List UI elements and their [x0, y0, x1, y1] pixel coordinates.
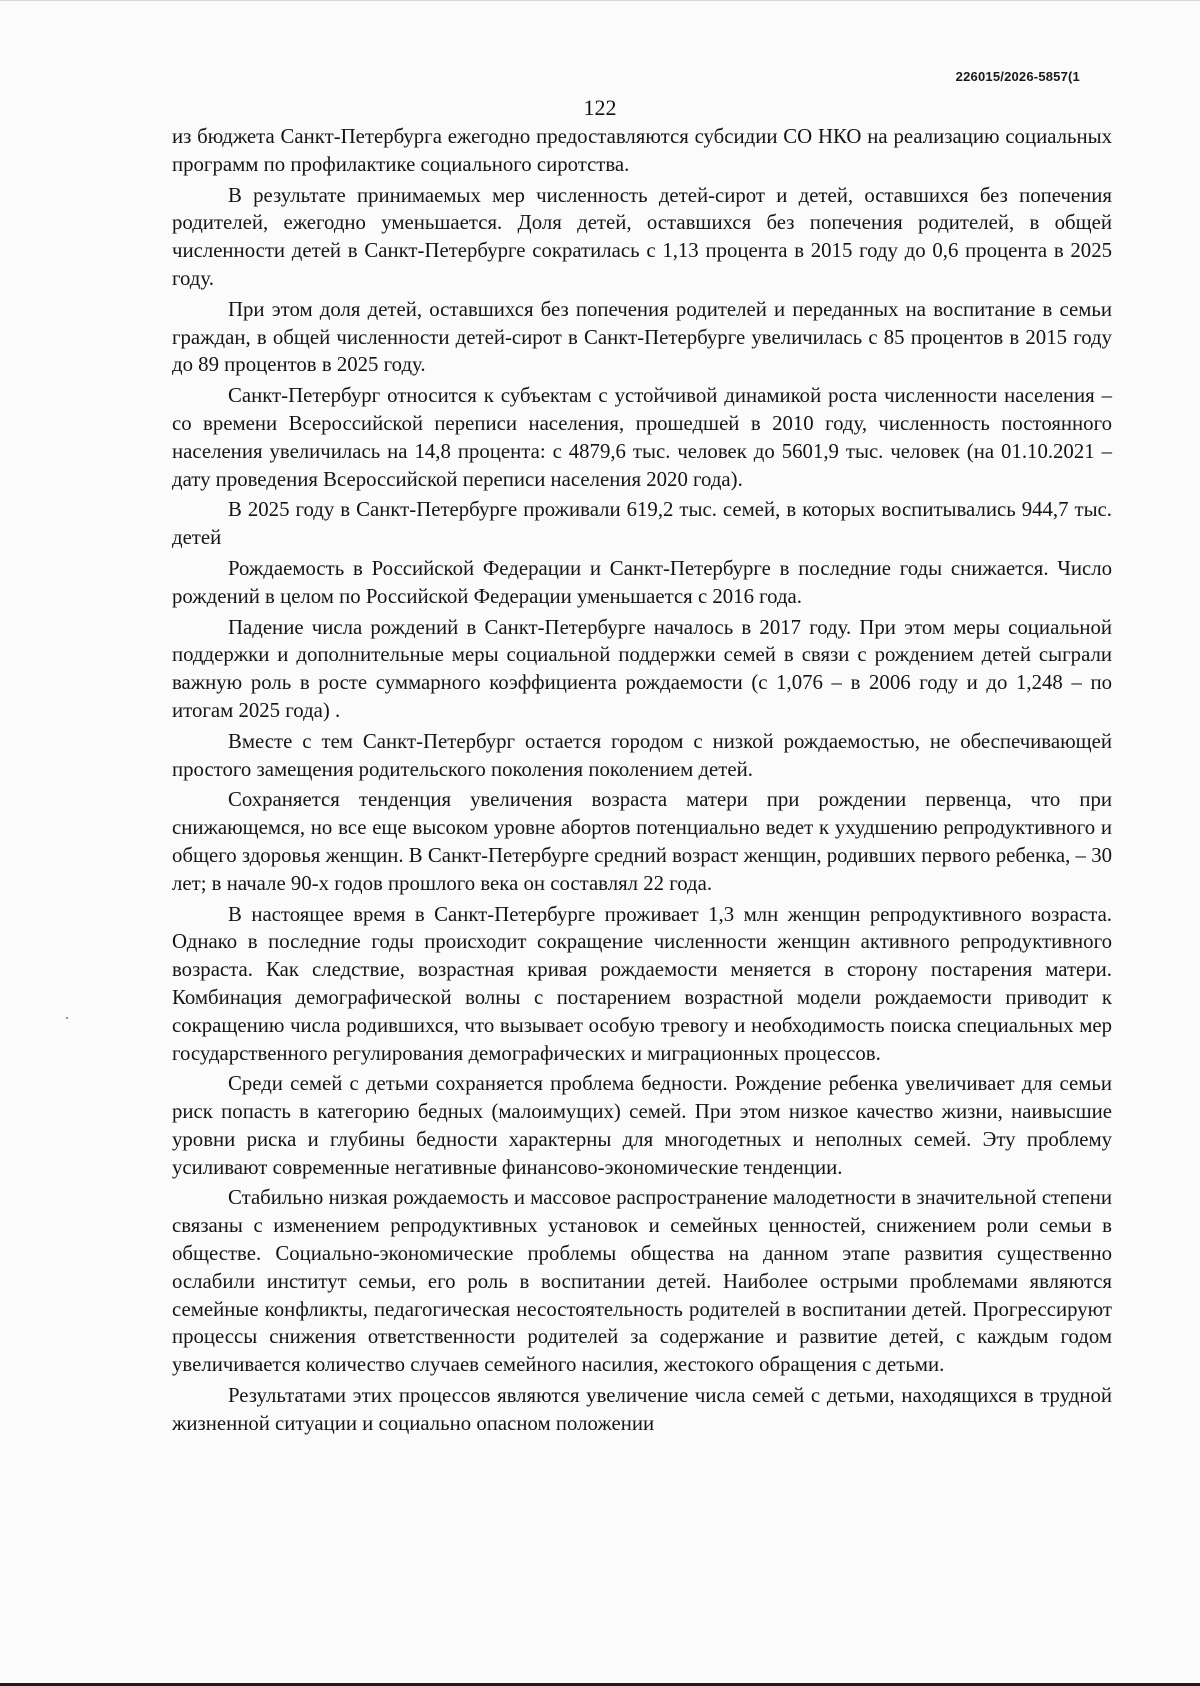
paragraph: Результатами этих процессов являются увеличение числа семей с детьми, находящихся в трудной жизненной ситуации и социально опасном положении	[172, 1384, 1112, 1435]
document-number: 226015/2026-5857(1	[955, 69, 1080, 84]
paragraph: Падение числа рождений в Санкт-Петербурге началось в 2017 году. При этом меры социальной поддержки и дополнительные меры социальной поддержки семей в связи с рождением детей сыграли важную роль в росте суммарного коэффициента рождаемости (с 1,076 – в 2006 году и до 1,248 – по итогам 2025 года) .	[172, 615, 1112, 722]
paragraph: Санкт-Петербург относится к субъектам с устойчивой динамикой роста численности населения – со времени Всероссийской переписи населения, прошедшей в 2010 году, численность постоянного населения увеличилась на 14,8 процента: с 4879,6 тыс. человек до 5601,9 тыс. человек (на 01.10.2021 – дату проведения Всероссийской переписи населения 2020 года).	[172, 384, 1112, 491]
paragraph: Стабильно низкая рождаемость и массовое распространение малодетности в значительной степени связаны с изменением репродуктивных установок и семейных ценностей, снижением роли семьи в обществе. Социально-экономические проблемы общества на данном этапе развития существенно ослабили институт семьи, его роль в воспитании детей. Наиболее острыми проблемами являются семейные конфликты, педагогическая несостоятельность родителей в воспитании детей. Прогрессируют процессы снижения ответственности родителей за содержание и развитие детей, с каждым годом увеличивается количество случаев семейного насилия, жестокого обращения с детьми.	[172, 1186, 1112, 1377]
document-body	[172, 123, 1112, 1441]
paragraph: В настоящее время в Санкт-Петербурге проживает 1,3 млн женщин репродуктивного возраста. Однако в последние годы происходит сокращение численности женщин активного репродуктивного возраста. Как следствие, возрастная кривая рождаемости меняется в сторону постарения матери. Комбинация демографической волны с постарением возрастной модели рождаемости приводит к сокращению числа родившихся, что вызывает особую тревогу и необходимость поиска специальных мер государственного регулирования демографических и миграционных процессов.	[172, 902, 1112, 1065]
page-number: 122	[583, 95, 617, 120]
paragraph: При этом доля детей, оставшихся без попечения родителей и переданных на воспитание в семьи граждан, в общей численности детей-сирот в Санкт-Петербурге увеличилась с 85 процентов в 2015 году до 89 процентов в 2025 году.	[172, 297, 1112, 377]
paragraph: Среди семей с детьми сохраняется проблема бедности. Рождение ребенка увеличивает для семьи риск попасть в категорию бедных (малоимущих) семей. При этом низкое качество жизни, наивысшие уровни риска и глубины бедности характерны для многодетных и неполных семей. Эту проблему усиливают современные негативные финансово-экономические тенденции.	[172, 1072, 1112, 1179]
paragraph: из бюджета Санкт-Петербурга ежегодно предоставляются субсидии СО НКО на реализацию социальных программ по профилактике социального сиротства.	[172, 125, 1112, 176]
paragraph: Сохраняется тенденция увеличения возраста матери при рождении первенца, что при снижающемся, но все еще высоком уровне абортов потенциально ведет к ухудшению репродуктивного и общего здоровья женщин. В Санкт-Петербурге средний возраст женщин, родивших первого ребенка, – 30 лет; в начале 90-х годов прошлого века он составлял 22 года.	[172, 788, 1112, 895]
paragraph: Рождаемость в Российской Федерации и Санкт-Петербурге в последние годы снижается. Число рождений в целом по Российской Федерации уменьшается с 2016 года.	[172, 556, 1112, 608]
scan-speck	[66, 1017, 68, 1019]
paragraph: Вместе с тем Санкт-Петербург остается городом с низкой рождаемостью, не обеспечивающей простого замещения родительского поколения поколением детей.	[172, 729, 1112, 781]
paragraph: В 2025 году в Санкт-Петербурге проживали 619,2 тыс. семей, в которых воспитывались 944,7 тыс. детей	[172, 498, 1112, 550]
paragraph: В результате принимаемых мер численность детей-сирот и детей, оставшихся без попечения родителей, ежегодно уменьшается. Доля детей, оставшихся без попечения родителей, в общей численности детей в Санкт-Петербурге сократилась с 1,13 процента в 2015 году до 0,6 процента в 2025 году.	[172, 183, 1112, 290]
